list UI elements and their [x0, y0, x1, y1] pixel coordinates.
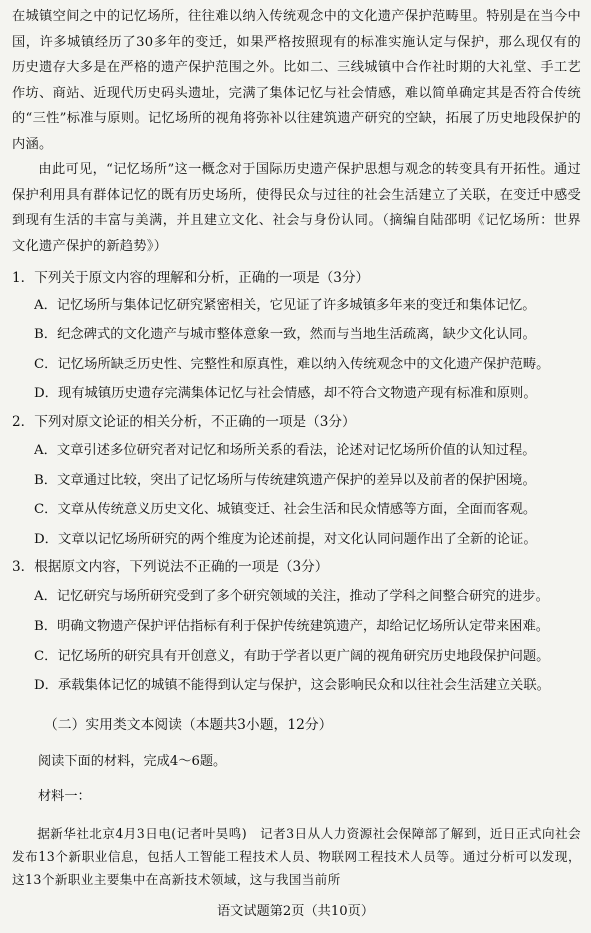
- question-1-stem: 1．下列关于原文内容的理解和分析，正确的一项是（3分）: [12, 270, 370, 286]
- passage-paragraph-2: [12, 157, 581, 259]
- question-3-option-d: D．承载集体记忆的城镇不能得到认定与保护，这会影响民众和以往社会生活建立关联。: [34, 678, 550, 693]
- question-3-option-b: B．明确文物遗产保护评估指标有利于保护传统建筑遗产，却给记忆场所认定带来困难。: [34, 619, 550, 634]
- section-instruction: 阅读下面的材料，完成4～6题。: [38, 754, 227, 769]
- question-3-option-a: A．记忆研究与场所研究受到了多个研究领域的关注，推动了学科之间整合研究的进步。: [34, 589, 549, 604]
- question-3-option-c: C．记忆场所的研究具有开创意义，有助于学者以更广阔的视角研究历史地段保护问题。: [34, 649, 550, 664]
- question-2-option-c: C．文章从传统意义历史文化、城镇变迁、社会生活和民众情感等方面，全面而客观。: [34, 502, 537, 517]
- question-1-option-a: A．记忆场所与集体记忆研究紧密相关，它见证了许多城镇多年来的变迁和集体记忆。: [34, 298, 536, 313]
- material-label: 材料一：: [38, 789, 91, 804]
- news-paragraph: 据新华社北京4月3日电(记者叶昊鸣) 记者3日从人力资源社会保障部了解到，近日正式向社会发布13个新职业信息，包括人工智能工程技术人员、物联网工程技术人员等。通过分析可以发现，这13个新职业主要集中在高新技术领域，这与我国当前所: [12, 826, 581, 887]
- question-2-stem: 2．下列对原文论证的相关分析，不正确的一项是（3分）: [12, 414, 356, 430]
- passage-paragraph-2-text: 由此可见，“记忆场所”这一概念对于国际历史遗产保护思想与观念的转变具有开拓性。通过保护利用具有群体记忆的既有历史场所，使得民众与过往的社会生活建立了关联，在变迁中感受到现有生活的丰富与美满，并且建立文化、社会与身份认同。: [12, 162, 581, 228]
- question-1-option-c: C．记忆场所缺乏历史性、完整性和原真性，难以纳入传统观念中的文化遗产保护范畴。: [34, 357, 550, 372]
- question-1-option-b: B．纪念碑式的文化遗产与城市整体意象一致，然而与当地生活疏离，缺少文化认同。: [34, 327, 536, 342]
- section-heading: （二）实用类文本阅读（本题共3小题，12分）: [44, 717, 333, 733]
- question-2-option-d: D．文章以记忆场所研究的两个维度为论述前提，对文化认同问题作出了全新的论证。: [34, 532, 537, 547]
- page-footer: 语文试题第2页（共10页）: [216, 904, 375, 919]
- question-1-option-d: D．现有城镇历史遗存完满集体记忆与社会情感，却不符合文物遗产现有标准和原则。: [34, 386, 537, 401]
- question-2-option-a: A．文章引述多位研究者对记忆和场所关系的看法，论述对记忆场所价值的认知过程。: [34, 443, 536, 458]
- passage-paragraph-1: 在城镇空间之中的记忆场所，往往难以纳入传统观念中的文化遗产保护范畴里。特别是在当今中国，许多城镇经历了30多年的变迁，如果严格按照现有的标准实施认定与保护，那么现仅有的历史遗存大多是在严格的遗产保护范围之外。比如二、三线城镇中合作社时期的大礼堂、手工艺作坊、商站、近现代历史码头遗址，完满了集体记忆与社会情感，难以简单确定其是否符合传统的“三性”标准与原则。记忆场所的视角将弥补以往建筑遗产研究的空缺，拓展了历史地段保护的内涵。: [12, 9, 581, 152]
- question-2-option-b: B．文章通过比较，突出了记忆场所与传统建筑遗产保护的差异以及前者的保护困境。: [34, 473, 536, 488]
- question-3-stem: 3．根据原文内容，下列说法不正确的一项是（3分）: [12, 559, 329, 575]
- citation: （摘编自陆邵明《记忆场所：世界文化遗产保护的新趋势》）: [12, 213, 581, 254]
